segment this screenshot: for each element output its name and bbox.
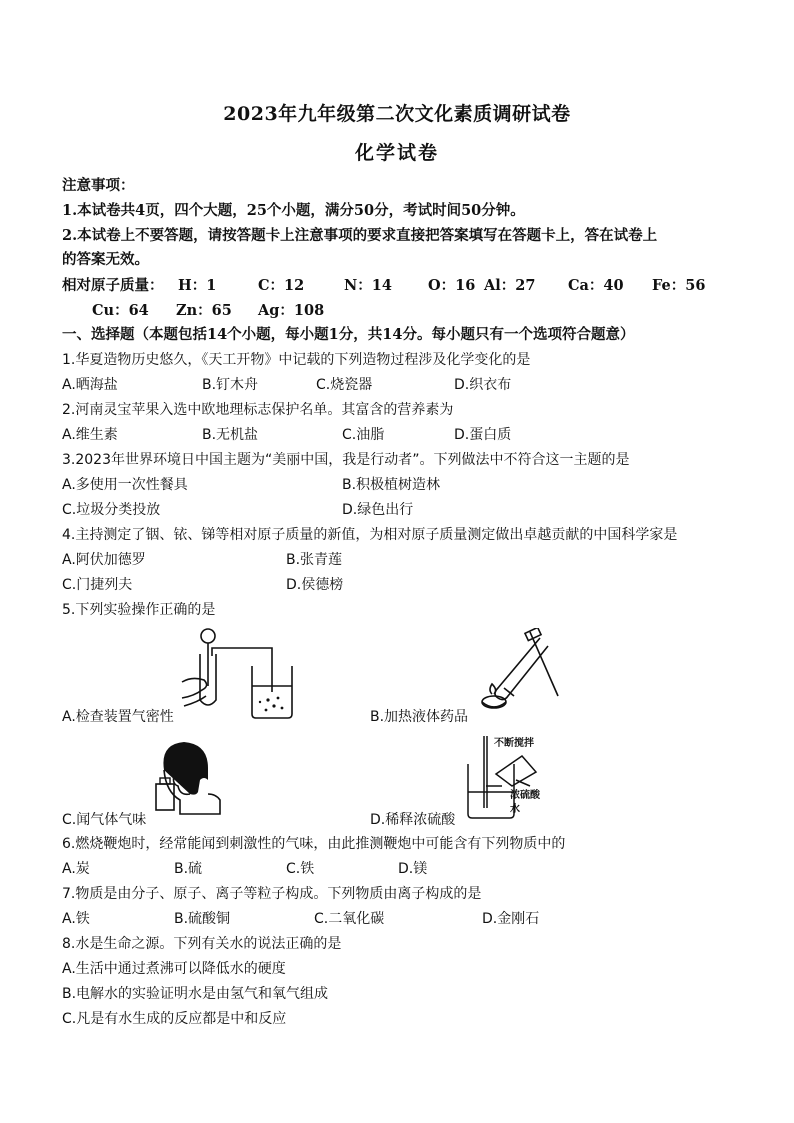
question-8-stem: 8.水是生命之源。下列有关水的说法正确的是 bbox=[62, 936, 342, 952]
question-8-option-a: A.生活中通过煮沸可以降低水的硬度 bbox=[62, 961, 286, 977]
question-4-option-c: C.门捷列夫 bbox=[62, 577, 133, 593]
question-1-option-a: A.晒海盐 bbox=[62, 377, 118, 393]
question-5-option-b: B.加热液体药品 bbox=[370, 709, 469, 725]
figure-label-stir: 不断搅拌 bbox=[494, 738, 534, 749]
question-3-option-b: B.积极植树造林 bbox=[342, 477, 441, 493]
notice-item-2-line-2: 的答案无效。 bbox=[62, 251, 149, 268]
question-4-stem: 4.主持测定了铟、铱、锑等相对原子质量的新值，为相对原子质量测定做出卓越贡献的中国科学家是 bbox=[62, 527, 678, 543]
question-5-option-d: D.稀释浓硫酸 bbox=[370, 812, 456, 828]
question-4-option-a: A.阿伏加德罗 bbox=[62, 552, 146, 568]
page-title: 2023年九年级第二次文化素质调研试卷 bbox=[223, 103, 571, 125]
question-1-option-c: C.烧瓷器 bbox=[316, 377, 373, 393]
question-6-option-c: C.铁 bbox=[286, 861, 315, 877]
atomic-mass-ca: Ca：40 bbox=[568, 277, 624, 294]
question-7-stem: 7.物质是由分子、原子、离子等粒子构成。下列物质由离子构成的是 bbox=[62, 886, 482, 902]
figure-smelling-gas bbox=[150, 736, 224, 816]
page-subtitle: 化学试卷 bbox=[354, 142, 439, 164]
question-4-option-d: D.侯德榜 bbox=[286, 577, 344, 593]
atomic-mass-al: Al：27 bbox=[484, 277, 536, 294]
question-5-option-a: A.检查装置气密性 bbox=[62, 709, 174, 725]
question-2-option-a: A.维生素 bbox=[62, 427, 118, 443]
question-5-option-c: C.闻气体气味 bbox=[62, 812, 147, 828]
figure-airtightness-check bbox=[180, 626, 300, 720]
question-7-option-d: D.金刚石 bbox=[482, 911, 540, 927]
question-7-option-c: C.二氧化碳 bbox=[314, 911, 385, 927]
figure-label-water: 水 bbox=[510, 804, 520, 815]
atomic-mass-h: H：1 bbox=[178, 277, 217, 294]
atomic-mass-cu: Cu：64 bbox=[92, 302, 149, 319]
atomic-mass-label: 相对原子质量： bbox=[62, 277, 164, 294]
question-1-option-d: D.织衣布 bbox=[454, 377, 512, 393]
question-3-option-a: A.多使用一次性餐具 bbox=[62, 477, 188, 493]
question-6-option-b: B.硫 bbox=[174, 861, 203, 877]
figure-label-acid: 浓硫酸 bbox=[510, 790, 540, 801]
atomic-mass-c: C：12 bbox=[258, 277, 305, 294]
question-6-option-a: A.炭 bbox=[62, 861, 90, 877]
question-2-option-d: D.蛋白质 bbox=[454, 427, 512, 443]
question-7-option-a: A.铁 bbox=[62, 911, 90, 927]
question-3-option-c: C.垃圾分类投放 bbox=[62, 502, 161, 518]
atomic-mass-ag: Ag：108 bbox=[258, 302, 325, 319]
question-2-option-c: C.油脂 bbox=[342, 427, 385, 443]
question-1-stem: 1.华夏造物历史悠久，《天工开物》中记载的下列造物过程涉及化学变化的是 bbox=[62, 352, 531, 368]
section-1-heading: 一、选择题（本题包括14个小题，每小题1分，共14分。每小题只有一个选项符合题意） bbox=[62, 326, 635, 343]
question-3-option-d: D.绿色出行 bbox=[342, 502, 414, 518]
figure-heating-liquid bbox=[474, 628, 574, 712]
question-8-option-c: C.凡是有水生成的反应都是中和反应 bbox=[62, 1011, 287, 1027]
atomic-mass-o: O：16 bbox=[428, 277, 476, 294]
atomic-mass-zn: Zn：65 bbox=[176, 302, 232, 319]
question-5-stem: 5.下列实验操作正确的是 bbox=[62, 602, 216, 618]
question-2-stem: 2.河南灵宝苹果入选中欧地理标志保护名单。其富含的营养素为 bbox=[62, 402, 454, 418]
question-3-stem: 3.2023年世界环境日中国主题为“美丽中国，我是行动者”。下列做法中不符合这一主题的是 bbox=[62, 452, 630, 468]
question-8-option-b: B.电解水的实验证明水是由氢气和氧气组成 bbox=[62, 986, 329, 1002]
notice-item-2-line-1: 2.本试卷上不要答题，请按答题卡上注意事项的要求直接把答案填写在答题卡上，答在试卷上 bbox=[62, 227, 658, 244]
notice-heading: 注意事项： bbox=[62, 177, 135, 194]
notice-item-1: 1.本试卷共4页，四个大题，25个小题，满分50分，考试时间50分钟。 bbox=[62, 202, 525, 219]
question-1-option-b: B.钉木舟 bbox=[202, 377, 259, 393]
question-2-option-b: B.无机盐 bbox=[202, 427, 259, 443]
atomic-mass-n: N：14 bbox=[344, 277, 392, 294]
question-6-stem: 6.燃烧鞭炮时，经常能闻到刺激性的气味，由此推测鞭炮中可能含有下列物质中的 bbox=[62, 836, 566, 852]
atomic-mass-fe: Fe：56 bbox=[652, 277, 706, 294]
question-7-option-b: B.硫酸铜 bbox=[174, 911, 231, 927]
question-6-option-d: D.镁 bbox=[398, 861, 428, 877]
question-4-option-b: B.张青莲 bbox=[286, 552, 343, 568]
